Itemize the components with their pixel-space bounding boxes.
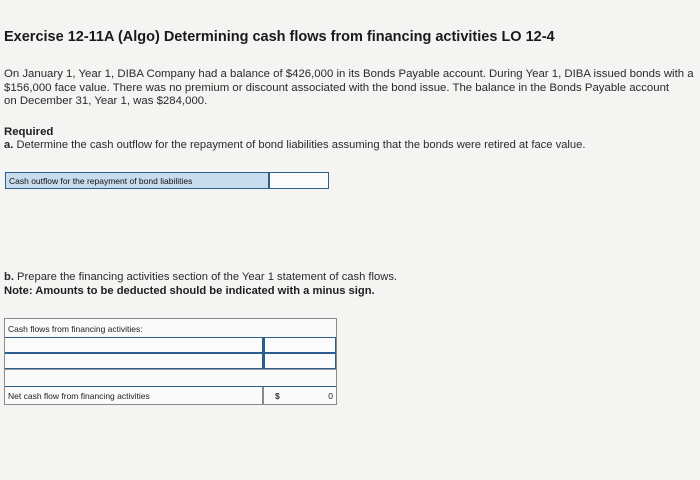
financing-activities-table: [4, 318, 337, 405]
intro-line: $156,000 face value. There was no premium or discount associated with the bond issue. The balance in the Bonds Payable account: [4, 81, 670, 94]
problem-statement: [4, 68, 700, 109]
intro-line: On January 1, Year 1, DIBA Company had a balance of $426,000 in its Bonds Payable account. During Year 1, DIBA issued bonds with a: [4, 68, 694, 80]
net-cash-flow-value: 0: [328, 391, 333, 401]
part-b-text: Prepare the financing activities section of the Year 1 statement of cash flows.: [13, 271, 398, 283]
part-a-prefix: a.: [4, 139, 14, 151]
net-value-divider: [263, 387, 336, 404]
currency-symbol: $: [275, 391, 280, 401]
row-label-input[interactable]: [5, 353, 263, 369]
table-header: Cash flows from financing activities:: [8, 324, 143, 334]
note-text: Note: Amounts to be deducted should be indicated with a minus sign.: [4, 285, 375, 297]
intro-line: on December 31, Year 1, was $284,000.: [4, 95, 208, 108]
part-a-instruction: [4, 139, 585, 151]
page-title: Exercise 12-11A (Algo) Determining cash flows from financing activities LO 12-4: [4, 29, 555, 45]
part-a-text: Determine the cash outflow for the repayment of bond liabilities assuming that the bonds were retired at face value.: [13, 139, 586, 151]
table-row: [5, 337, 336, 353]
cash-outflow-row: [5, 172, 329, 189]
row-amount-input[interactable]: [263, 337, 336, 353]
part-b-prefix: b.: [4, 271, 14, 283]
table-row: [5, 353, 336, 369]
required-heading: Required: [4, 126, 54, 138]
cash-outflow-label: Cash outflow for the repayment of bond liabilities: [6, 173, 268, 188]
cash-outflow-input[interactable]: [268, 173, 328, 188]
net-cash-flow-row: [5, 386, 336, 404]
net-cash-flow-label: Net cash flow from financing activities: [5, 387, 263, 404]
row-amount-input[interactable]: [263, 353, 336, 369]
row-label-input[interactable]: [5, 337, 263, 353]
part-b-instruction: [4, 271, 397, 283]
table-divider: [5, 369, 336, 387]
